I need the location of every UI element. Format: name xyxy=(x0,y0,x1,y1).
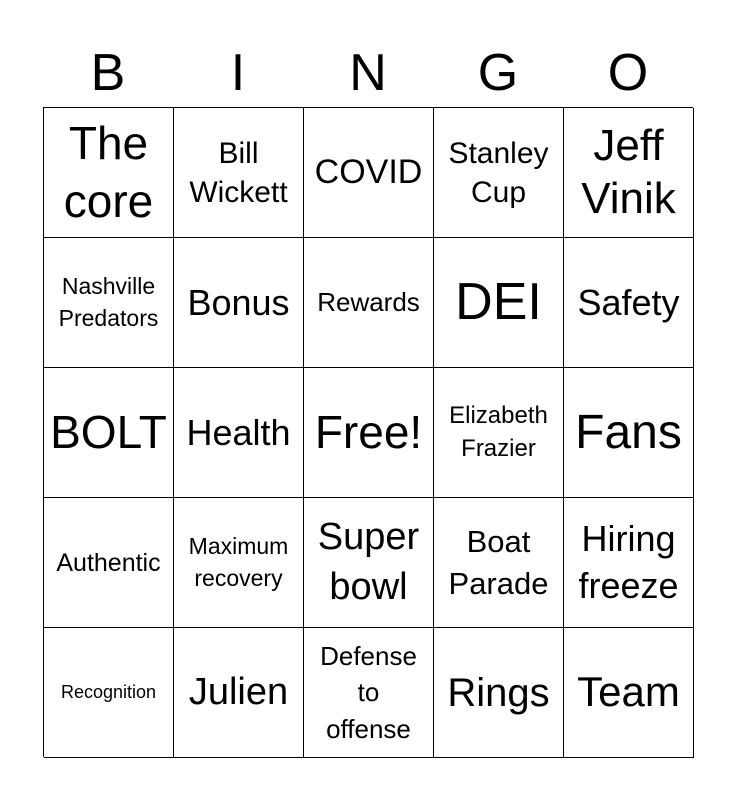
bingo-cell[interactable]: Health xyxy=(174,368,304,498)
header-letter-b: B xyxy=(90,44,126,102)
bingo-cell[interactable]: Authentic xyxy=(44,498,174,628)
bingo-grid xyxy=(43,107,693,757)
bingo-cell[interactable]: Boat Parade xyxy=(434,498,564,628)
header-letter-g: G xyxy=(477,44,519,102)
bingo-cell[interactable]: The core xyxy=(44,108,174,238)
bingo-cell[interactable]: Defense to offense xyxy=(304,628,434,758)
bingo-cell[interactable]: Super bowl xyxy=(304,498,434,628)
bingo-cell[interactable]: Team xyxy=(564,628,694,758)
bingo-cell[interactable]: COVID xyxy=(304,108,434,238)
bingo-cell[interactable]: Jeff Vinik xyxy=(564,108,694,238)
bingo-cell[interactable]: Bonus xyxy=(174,238,304,368)
bingo-cell[interactable]: Fans xyxy=(564,368,694,498)
bingo-cell[interactable]: Rewards xyxy=(304,238,434,368)
bingo-cell[interactable]: Bill Wickett xyxy=(174,108,304,238)
bingo-cell[interactable]: BOLT xyxy=(44,368,174,498)
bingo-cell[interactable]: Julien xyxy=(174,628,304,758)
bingo-cell[interactable]: Hiring freeze xyxy=(564,498,694,628)
bingo-header xyxy=(43,38,693,108)
header-letter-i: I xyxy=(230,44,246,102)
bingo-cell[interactable]: Free! xyxy=(304,368,434,498)
bingo-cell[interactable]: Rings xyxy=(434,628,564,758)
bingo-cell[interactable]: Nashville Predators xyxy=(44,238,174,368)
bingo-cell[interactable]: Elizabeth Frazier xyxy=(434,368,564,498)
header-letter-o: O xyxy=(607,44,649,102)
bingo-cell[interactable]: DEI xyxy=(434,238,564,368)
bingo-cell[interactable]: Recognition xyxy=(44,628,174,758)
bingo-cell[interactable]: Maximum recovery xyxy=(174,498,304,628)
bingo-cell[interactable]: Safety xyxy=(564,238,694,368)
header-letter-n: N xyxy=(349,44,387,102)
bingo-cell[interactable]: Stanley Cup xyxy=(434,108,564,238)
